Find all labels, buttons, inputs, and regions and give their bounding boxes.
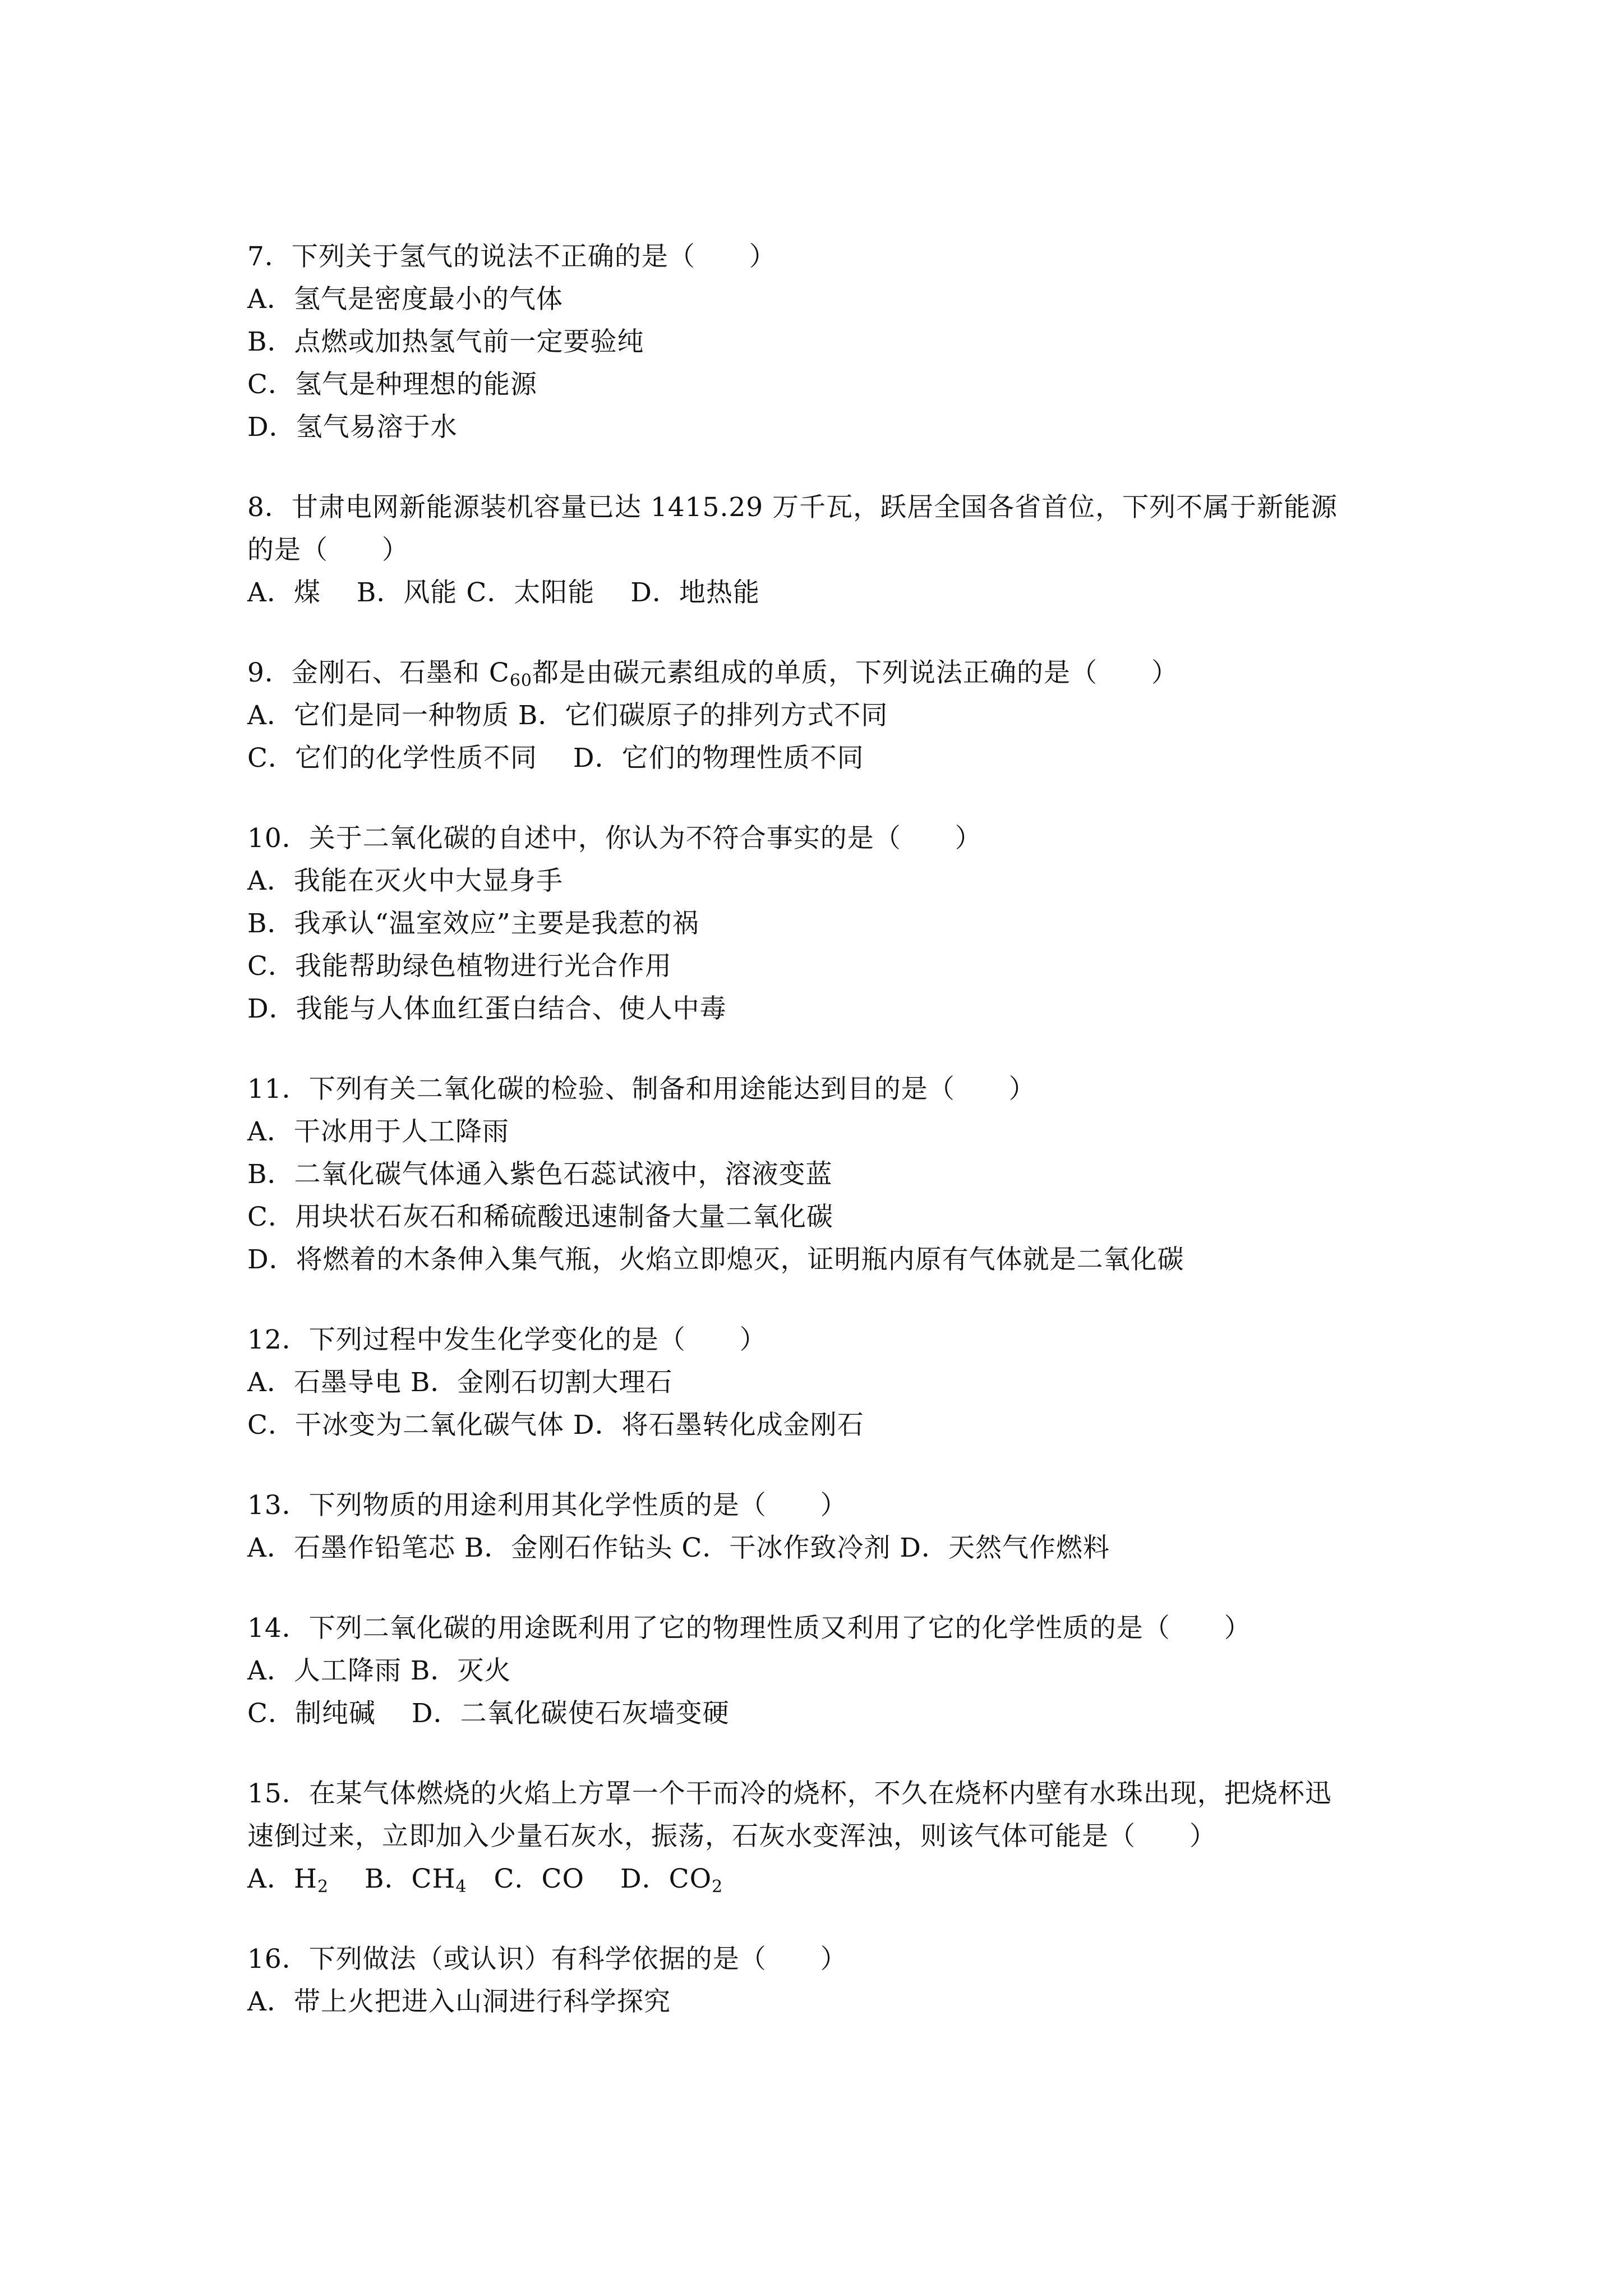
- stem-text: 9．金刚石、石墨和 C: [247, 657, 510, 688]
- question-stem: 13．下列物质的用途利用其化学性质的是（ ）: [247, 1490, 847, 1521]
- option-a: A．干冰用于人工降雨: [247, 1116, 509, 1147]
- question-stem: 14．下列二氧化碳的用途既利用了它的物理性质又利用了它的化学性质的是（ ）: [247, 1613, 1251, 1644]
- question-10: [247, 817, 1403, 1030]
- question-12: [247, 1319, 1403, 1447]
- option-d: D．将燃着的木条伸入集气瓶，火焰立即熄灭，证明瓶内原有气体就是二氧化碳: [247, 1244, 1184, 1275]
- option-c-d: C．CO D．CO: [467, 1864, 712, 1894]
- exam-page: [247, 236, 1403, 2061]
- stem-text: 都是由碳元素组成的单质，下列说法正确的是（ ）: [532, 657, 1178, 688]
- option-d: D．氢气易溶于水: [247, 412, 458, 443]
- options-line: [247, 1858, 1403, 1901]
- option-b: B．CH: [329, 1864, 456, 1894]
- question-stem-cont: 的是（ ）: [247, 535, 409, 565]
- subscript: 60: [509, 671, 532, 691]
- question-stem: 7．下列关于氢气的说法不正确的是（ ）: [247, 241, 776, 272]
- options-line: A．它们是同一种物质 B．它们碳原子的排列方式不同: [247, 700, 888, 731]
- question-11: [247, 1068, 1403, 1281]
- option-a: A．带上火把进入山洞进行科学探究: [247, 1986, 671, 2017]
- options-line: A．石墨导电 B．金刚石切割大理石: [247, 1367, 673, 1398]
- question-stem: 12．下列过程中发生化学变化的是（ ）: [247, 1324, 767, 1355]
- option-b: B．二氧化碳气体通入紫色石蕊试液中，溶液变蓝: [247, 1159, 833, 1190]
- option-d: D．我能与人体血红蛋白结合、使人中毒: [247, 993, 727, 1024]
- option-a: A．H: [247, 1864, 317, 1894]
- question-8: [247, 486, 1403, 614]
- options-line: C．它们的化学性质不同 D．它们的物理性质不同: [247, 743, 864, 774]
- options-line: A．石墨作铅笔芯 B．金刚石作钻头 C．干冰作致冷剂 D．天然气作燃料: [247, 1533, 1110, 1563]
- question-16: [247, 1938, 1403, 2023]
- subscript: 2: [317, 1877, 329, 1897]
- question-15: [247, 1773, 1403, 1901]
- options-line: C．制纯碱 D．二氧化碳使石灰墙变硬: [247, 1698, 730, 1729]
- question-stem: [247, 652, 1403, 694]
- option-c: C．氢气是种理想的能源: [247, 369, 537, 400]
- option-b: B．点燃或加热氢气前一定要验纯: [247, 326, 644, 357]
- question-13: [247, 1484, 1403, 1570]
- question-stem: 16．下列做法（或认识）有科学依据的是（ ）: [247, 1944, 847, 1975]
- option-a: A．氢气是密度最小的气体: [247, 284, 563, 315]
- options-line: A．人工降雨 B．灭火: [247, 1655, 511, 1686]
- question-9: [247, 652, 1403, 780]
- question-stem: 10．关于二氧化碳的自述中，你认为不符合事实的是（ ）: [247, 823, 982, 854]
- options-line: A．煤 B．风能 C．太阳能 D．地热能: [247, 577, 760, 608]
- subscript: 4: [455, 1877, 467, 1897]
- question-7: [247, 236, 1403, 449]
- option-a: A．我能在灭火中大显身手: [247, 866, 563, 896]
- question-14: [247, 1607, 1403, 1735]
- question-stem: 11．下列有关二氧化碳的检验、制备和用途能达到目的是（ ）: [247, 1074, 1036, 1105]
- question-stem: 8．甘肃电网新能源装机容量已达 1415.29 万千瓦，跃居全国各省首位，下列不属于新能源: [247, 492, 1338, 523]
- options-line: C．干冰变为二氧化碳气体 D．将石墨转化成金刚石: [247, 1410, 864, 1441]
- option-c: C．用块状石灰石和稀硫酸迅速制备大量二氧化碳: [247, 1202, 833, 1232]
- option-b: B．我承认“温室效应”主要是我惹的祸: [247, 908, 699, 939]
- question-stem: 15．在某气体燃烧的火焰上方罩一个干而冷的烧杯，不久在烧杯内壁有水珠出现，把烧杯迅: [247, 1778, 1332, 1809]
- subscript: 2: [712, 1877, 723, 1897]
- question-stem-cont: 速倒过来，立即加入少量石灰水，振荡，石灰水变浑浊，则该气体可能是（ ）: [247, 1821, 1216, 1852]
- option-c: C．我能帮助绿色植物进行光合作用: [247, 951, 672, 982]
